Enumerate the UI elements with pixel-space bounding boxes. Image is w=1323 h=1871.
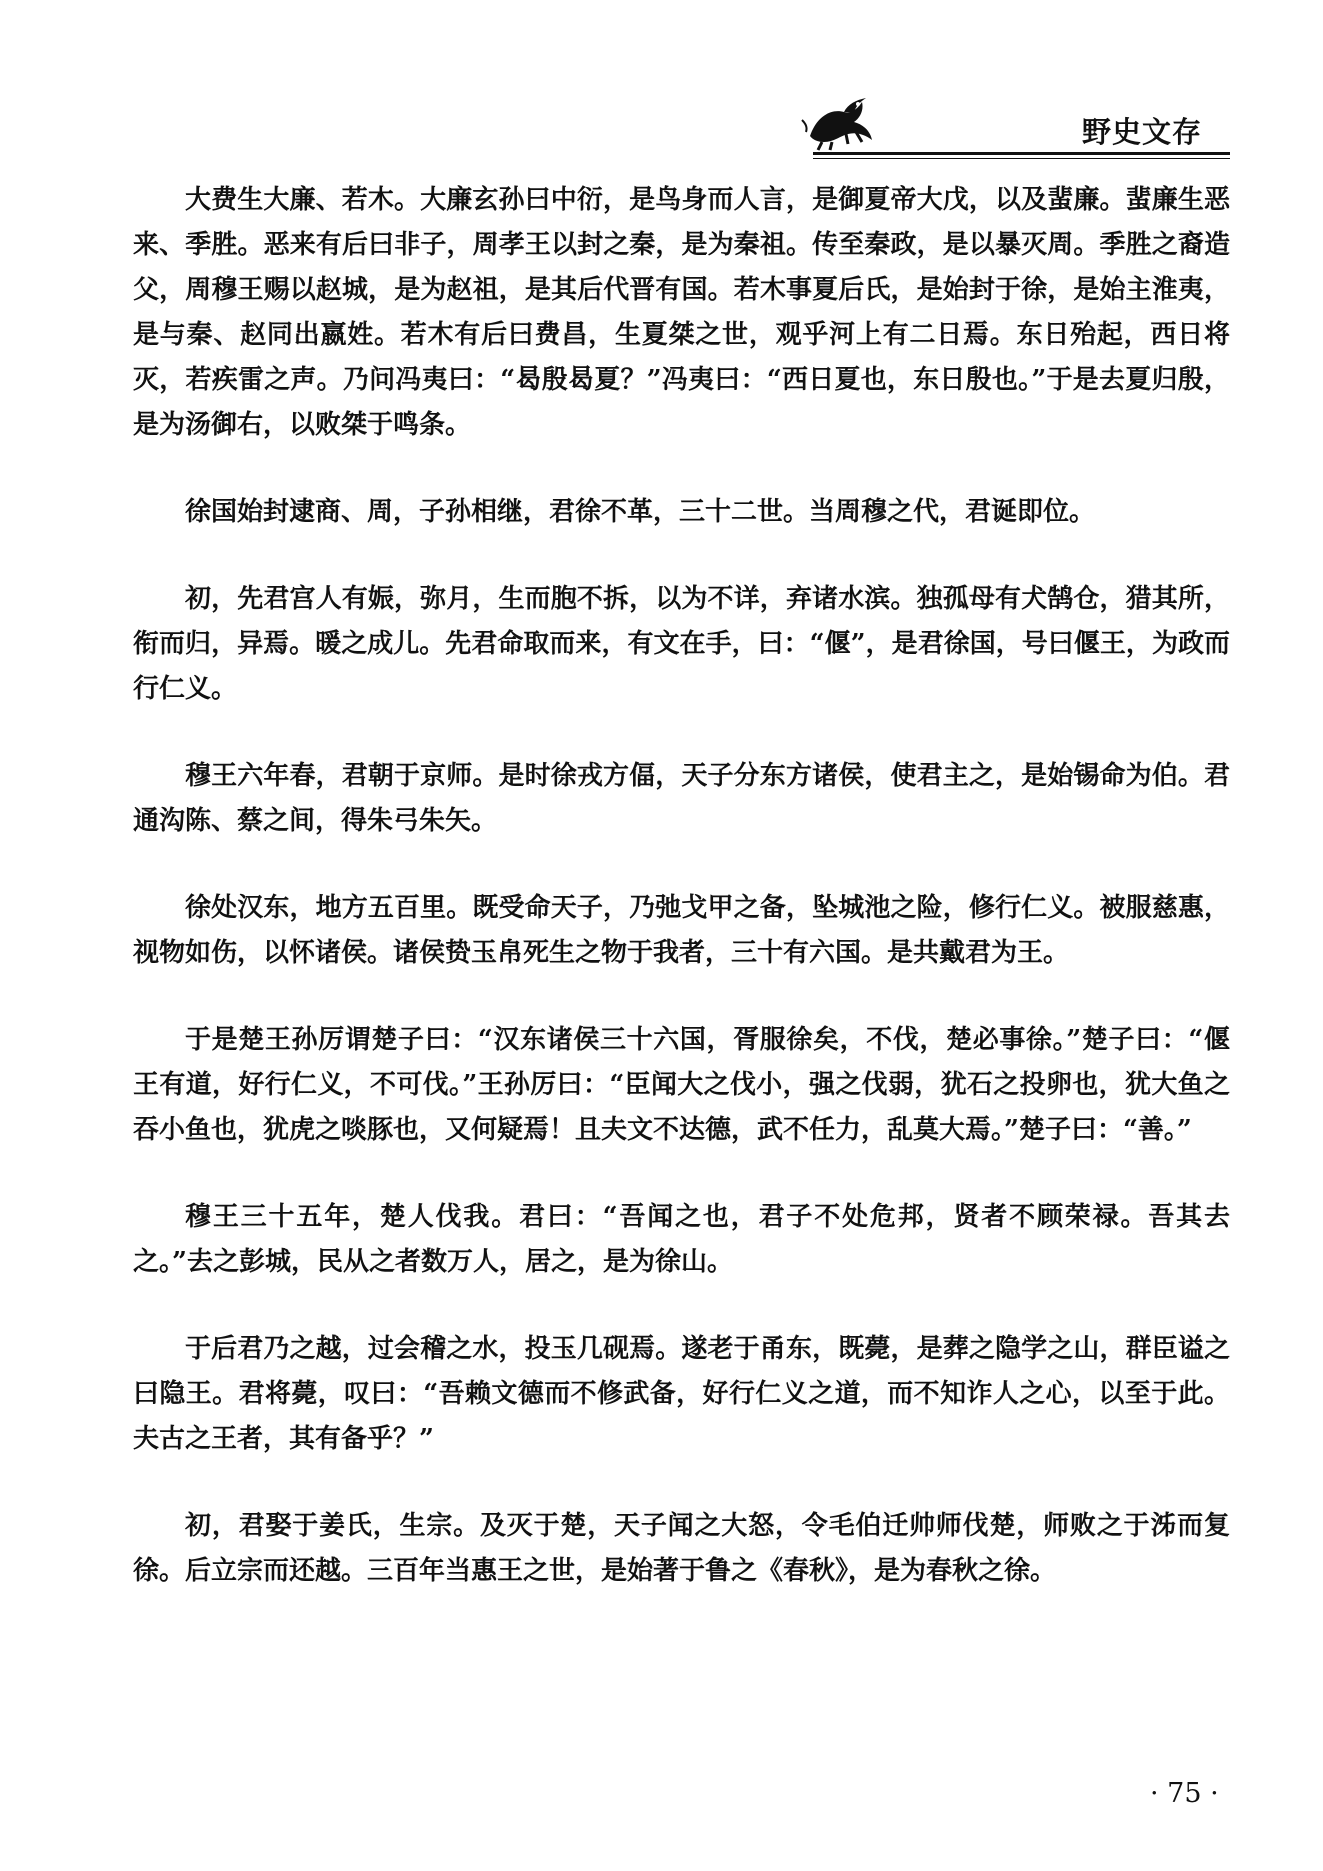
page-body: [133, 178, 1230, 1636]
paragraph: 徐国始封逮商、周，子孙相继，君徐不革，三十二世。当周穆之代，君诞即位。: [185, 497, 1096, 527]
paragraph: 穆王三十五年，楚人伐我。君曰：“吾闻之也，君子不处危邦，贤者不顾荣禄。吾其去之。”去之彭城，民从之者数万人，居之，是为徐山。: [133, 1202, 1230, 1277]
page-number: · 75 ·: [1150, 1778, 1219, 1809]
paragraph: 穆王六年春，君朝于京师。是时徐戎方偪，天子分东方诸侯，使君主之，是始锡命为伯。君通沟陈、蔡之间，得朱弓朱矢。: [133, 761, 1230, 836]
running-header-title: 野史文存: [1082, 115, 1203, 149]
header-rule-thick: [813, 152, 1230, 155]
paragraph: 于后君乃之越，过会稽之水，投玉几砚焉。遂老于甬东，既薨，是葬之隐学之山，群臣谥之曰隐王。君将薨，叹曰：“吾赖文德而不修武备，好行仁义之道，而不知诈人之心，以至于此。夫古之王者，其有备乎？”: [133, 1334, 1230, 1454]
dragon-emblem-icon: [800, 92, 880, 152]
paragraph: 于是楚王孙厉谓楚子曰：“汉东诸侯三十六国，胥服徐矣，不伐，楚必事徐。”楚子曰：“偃王有道，好行仁义，不可伐。”王孙厉曰：“臣闻大之伐小，强之伐弱，犹石之投卵也，犹大鱼之吞小鱼也，犹虎之啖豚也，又何疑焉！且夫文不达德，武不任力，乱莫大焉。”楚子曰：“善。”: [133, 1025, 1230, 1145]
page-header: [0, 0, 1323, 170]
paragraph: 初，先君宫人有娠，弥月，生而胞不拆，以为不详，弃诸水滨。独孤母有犬鹄仓，猎其所，衔而归，异焉。暖之成儿。先君命取而来，有文在手，曰：“偃”，是君徐国，号曰偃王，为政而行仁义。: [133, 584, 1230, 704]
header-rule-thin: [813, 158, 1230, 159]
paragraph: 徐处汉东，地方五百里。既受命天子，乃弛戈甲之备，坠城池之险，修行仁义。被服慈惠，视物如伤，以怀诸侯。诸侯贽玉帛死生之物于我者，三十有六国。是共戴君为王。: [133, 893, 1230, 968]
paragraph: 大费生大廉、若木。大廉玄孙曰中衍，是鸟身而人言，是御夏帝大戊，以及蜚廉。蜚廉生恶来、季胜。恶来有后曰非子，周孝王以封之秦，是为秦祖。传至秦政，是以暴灭周。季胜之裔造父，周穆王赐以赵城，是为赵祖，是其后代晋有国。若木事夏后氏，是始封于徐，是始主淮夷，是与秦、赵同出嬴姓。若木有后曰费昌，生夏桀之世，观乎河上有二日焉。东日殆起，西日将灭，若疾雷之声。乃问冯夷曰：“曷殷曷夏？”冯夷曰：“西日夏也，东日殷也。”于是去夏归殷，是为汤御右，以败桀于鸣条。: [133, 185, 1230, 440]
paragraph: 初，君娶于姜氏，生宗。及灭于楚，天子闻之大怒，令毛伯迁帅师伐楚，师败之于泲而复徐。后立宗而还越。三百年当惠王之世，是始著于鲁之《春秋》，是为春秋之徐。: [133, 1511, 1230, 1586]
